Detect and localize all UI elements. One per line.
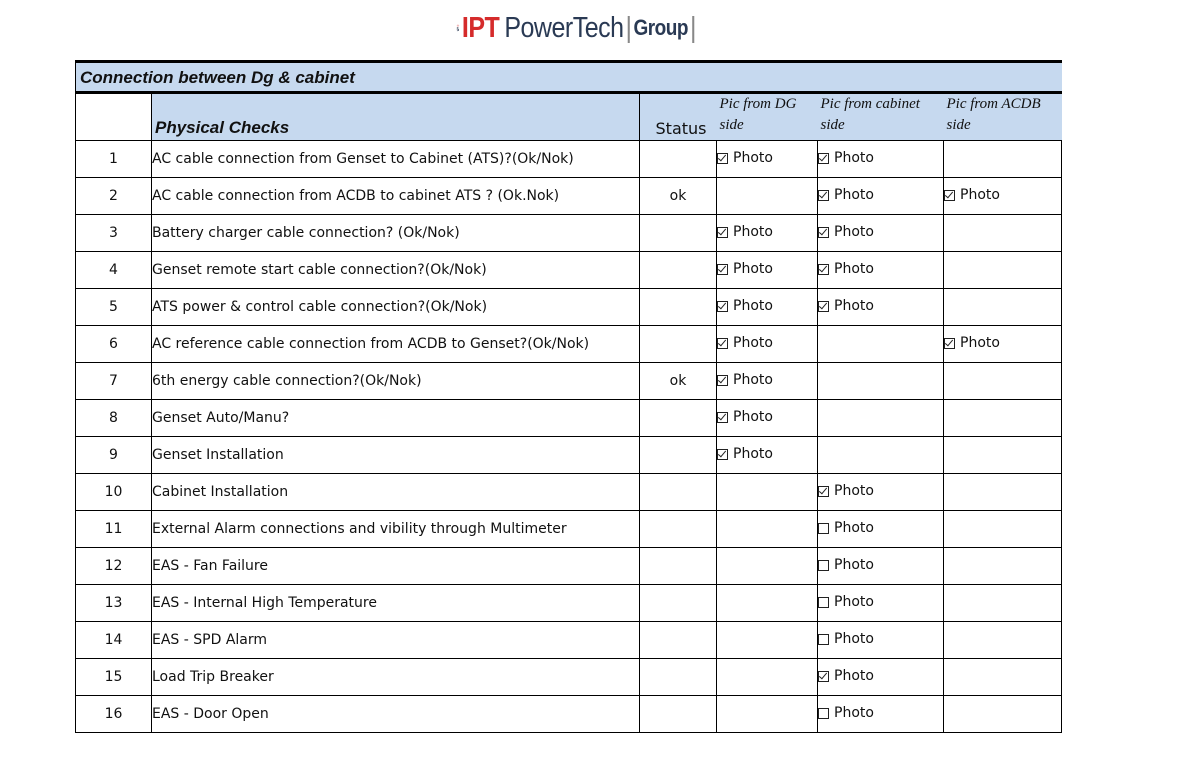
photo-checkbox[interactable] bbox=[717, 409, 773, 425]
row-photo-cab bbox=[818, 141, 944, 178]
table-row bbox=[76, 326, 1062, 363]
row-photo-acdb bbox=[944, 585, 1062, 622]
row-check-description: Cabinet Installation bbox=[152, 474, 640, 511]
photo-label: Photo bbox=[834, 298, 874, 315]
row-check-description: EAS - SPD Alarm bbox=[152, 622, 640, 659]
row-photo-dg bbox=[717, 696, 818, 733]
row-number: 9 bbox=[76, 437, 152, 474]
photo-label: Photo bbox=[834, 594, 874, 611]
row-status bbox=[640, 400, 717, 437]
checked-box-icon[interactable] bbox=[818, 190, 829, 201]
photo-checkbox[interactable] bbox=[944, 335, 1000, 351]
row-photo-dg bbox=[717, 400, 818, 437]
row-photo-dg bbox=[717, 252, 818, 289]
photo-checkbox[interactable] bbox=[717, 150, 773, 166]
row-number: 3 bbox=[76, 215, 152, 252]
signal-tower-icon bbox=[456, 1, 460, 55]
table-row bbox=[76, 511, 1062, 548]
photo-checkbox[interactable] bbox=[717, 446, 773, 462]
row-number: 8 bbox=[76, 400, 152, 437]
unchecked-box-icon[interactable] bbox=[818, 708, 829, 719]
header-number bbox=[76, 93, 152, 141]
row-number: 1 bbox=[76, 141, 152, 178]
photo-checkbox[interactable] bbox=[818, 224, 874, 240]
row-photo-acdb bbox=[944, 437, 1062, 474]
row-status bbox=[640, 326, 717, 363]
header-pic-acdb: Pic from ACDB side bbox=[944, 93, 1062, 141]
row-photo-acdb bbox=[944, 511, 1062, 548]
row-photo-cab bbox=[818, 511, 944, 548]
photo-checkbox[interactable] bbox=[717, 261, 773, 277]
row-photo-acdb bbox=[944, 363, 1062, 400]
row-photo-acdb bbox=[944, 215, 1062, 252]
photo-label: Photo bbox=[834, 631, 874, 648]
row-status bbox=[640, 437, 717, 474]
row-photo-dg bbox=[717, 141, 818, 178]
photo-label: Photo bbox=[733, 298, 773, 315]
row-photo-cab bbox=[818, 585, 944, 622]
row-photo-dg bbox=[717, 511, 818, 548]
row-photo-cab bbox=[818, 252, 944, 289]
row-number: 4 bbox=[76, 252, 152, 289]
checks-table bbox=[75, 60, 1062, 733]
row-photo-acdb bbox=[944, 252, 1062, 289]
row-status bbox=[640, 289, 717, 326]
row-photo-dg bbox=[717, 363, 818, 400]
header-pic-cabinet: Pic from cabinet side bbox=[818, 93, 944, 141]
row-photo-cab bbox=[818, 326, 944, 363]
checked-box-icon[interactable] bbox=[717, 301, 728, 312]
photo-checkbox[interactable] bbox=[717, 372, 773, 388]
checked-box-icon[interactable] bbox=[717, 153, 728, 164]
photo-checkbox[interactable] bbox=[944, 187, 1000, 203]
row-status bbox=[640, 141, 717, 178]
photo-checkbox[interactable] bbox=[818, 520, 874, 536]
row-check-description: Load Trip Breaker bbox=[152, 659, 640, 696]
row-check-description: ATS power & control cable connection?(Ok/Nok) bbox=[152, 289, 640, 326]
table-row bbox=[76, 622, 1062, 659]
row-photo-dg bbox=[717, 585, 818, 622]
table-row bbox=[76, 548, 1062, 585]
row-number: 5 bbox=[76, 289, 152, 326]
checked-box-icon[interactable] bbox=[818, 671, 829, 682]
checked-box-icon[interactable] bbox=[717, 227, 728, 238]
table-row bbox=[76, 363, 1062, 400]
row-photo-dg bbox=[717, 622, 818, 659]
row-photo-acdb bbox=[944, 548, 1062, 585]
table-body bbox=[76, 141, 1062, 733]
photo-label: Photo bbox=[834, 224, 874, 241]
row-photo-cab bbox=[818, 215, 944, 252]
photo-label: Photo bbox=[960, 335, 1000, 352]
section-title: Connection between Dg & cabinet bbox=[76, 62, 1062, 93]
row-status bbox=[640, 548, 717, 585]
row-photo-acdb bbox=[944, 289, 1062, 326]
row-number: 11 bbox=[76, 511, 152, 548]
row-check-description: AC cable connection from ACDB to cabinet ATS ? (Ok.Nok) bbox=[152, 178, 640, 215]
row-photo-dg bbox=[717, 474, 818, 511]
company-logo bbox=[456, 0, 696, 56]
row-photo-cab bbox=[818, 178, 944, 215]
row-number: 10 bbox=[76, 474, 152, 511]
checked-box-icon[interactable] bbox=[717, 412, 728, 423]
row-photo-dg bbox=[717, 659, 818, 696]
table-row bbox=[76, 289, 1062, 326]
unchecked-box-icon[interactable] bbox=[818, 597, 829, 608]
row-status bbox=[640, 215, 717, 252]
row-photo-acdb bbox=[944, 659, 1062, 696]
photo-checkbox[interactable] bbox=[818, 298, 874, 314]
logo-ipt: IPT bbox=[461, 11, 500, 44]
row-check-description: Genset Auto/Manu? bbox=[152, 400, 640, 437]
photo-checkbox[interactable] bbox=[818, 594, 874, 610]
photo-label: Photo bbox=[733, 446, 773, 463]
checked-box-icon[interactable] bbox=[944, 190, 955, 201]
header-status: Status bbox=[640, 93, 717, 141]
row-number: 6 bbox=[76, 326, 152, 363]
photo-label: Photo bbox=[733, 372, 773, 389]
checked-box-icon[interactable] bbox=[818, 153, 829, 164]
logo-wordmark: IPT PowerTech | Group | bbox=[461, 11, 696, 44]
photo-checkbox[interactable] bbox=[818, 150, 874, 166]
row-check-description: Battery charger cable connection? (Ok/Nok) bbox=[152, 215, 640, 252]
photo-label: Photo bbox=[960, 187, 1000, 204]
row-photo-cab bbox=[818, 363, 944, 400]
checked-box-icon[interactable] bbox=[818, 486, 829, 497]
row-check-description: EAS - Fan Failure bbox=[152, 548, 640, 585]
photo-label: Photo bbox=[834, 261, 874, 278]
checked-box-icon[interactable] bbox=[818, 264, 829, 275]
row-number: 15 bbox=[76, 659, 152, 696]
checked-box-icon[interactable] bbox=[717, 264, 728, 275]
checked-box-icon[interactable] bbox=[944, 338, 955, 349]
checked-box-icon[interactable] bbox=[717, 338, 728, 349]
row-photo-cab bbox=[818, 474, 944, 511]
row-check-description: EAS - Door Open bbox=[152, 696, 640, 733]
photo-label: Photo bbox=[733, 150, 773, 167]
photo-checkbox[interactable] bbox=[818, 668, 874, 684]
row-status bbox=[640, 511, 717, 548]
row-photo-cab bbox=[818, 400, 944, 437]
table-row bbox=[76, 585, 1062, 622]
row-check-description: EAS - Internal High Temperature bbox=[152, 585, 640, 622]
table-row bbox=[76, 696, 1062, 733]
photo-label: Photo bbox=[834, 187, 874, 204]
header-pic-dg: Pic from DG side bbox=[717, 93, 818, 141]
photo-checkbox[interactable] bbox=[818, 187, 874, 203]
row-status: ok bbox=[640, 178, 717, 215]
row-check-description: AC cable connection from Genset to Cabinet (ATS)?(Ok/Nok) bbox=[152, 141, 640, 178]
unchecked-box-icon[interactable] bbox=[818, 560, 829, 571]
table-row bbox=[76, 400, 1062, 437]
row-photo-dg bbox=[717, 215, 818, 252]
photo-checkbox[interactable] bbox=[818, 483, 874, 499]
unchecked-box-icon[interactable] bbox=[818, 523, 829, 534]
row-number: 16 bbox=[76, 696, 152, 733]
row-status bbox=[640, 659, 717, 696]
photo-label: Photo bbox=[733, 224, 773, 241]
row-number: 14 bbox=[76, 622, 152, 659]
row-check-description: AC reference cable connection from ACDB to Genset?(Ok/Nok) bbox=[152, 326, 640, 363]
row-photo-dg bbox=[717, 326, 818, 363]
row-number: 7 bbox=[76, 363, 152, 400]
row-status bbox=[640, 474, 717, 511]
row-number: 2 bbox=[76, 178, 152, 215]
checked-box-icon[interactable] bbox=[818, 301, 829, 312]
table-row bbox=[76, 437, 1062, 474]
row-check-description: Genset remote start cable connection?(Ok/Nok) bbox=[152, 252, 640, 289]
row-photo-cab bbox=[818, 548, 944, 585]
row-photo-acdb bbox=[944, 141, 1062, 178]
table-row bbox=[76, 178, 1062, 215]
table-row bbox=[76, 215, 1062, 252]
row-photo-cab bbox=[818, 696, 944, 733]
row-photo-acdb bbox=[944, 622, 1062, 659]
checked-box-icon[interactable] bbox=[717, 449, 728, 460]
photo-checkbox[interactable] bbox=[818, 631, 874, 647]
row-photo-acdb bbox=[944, 326, 1062, 363]
row-photo-cab bbox=[818, 659, 944, 696]
photo-checkbox[interactable] bbox=[717, 335, 773, 351]
row-status bbox=[640, 696, 717, 733]
row-photo-acdb bbox=[944, 178, 1062, 215]
row-status: ok bbox=[640, 363, 717, 400]
photo-label: Photo bbox=[733, 261, 773, 278]
row-number: 13 bbox=[76, 585, 152, 622]
row-photo-acdb bbox=[944, 474, 1062, 511]
table-row bbox=[76, 252, 1062, 289]
row-check-description: External Alarm connections and vibility through Multimeter bbox=[152, 511, 640, 548]
photo-checkbox[interactable] bbox=[818, 261, 874, 277]
photo-label: Photo bbox=[733, 409, 773, 426]
row-status bbox=[640, 622, 717, 659]
row-photo-acdb bbox=[944, 400, 1062, 437]
row-photo-cab bbox=[818, 289, 944, 326]
photo-checkbox[interactable] bbox=[818, 557, 874, 573]
photo-label: Photo bbox=[834, 150, 874, 167]
photo-label: Photo bbox=[834, 557, 874, 574]
table-row bbox=[76, 474, 1062, 511]
row-photo-dg bbox=[717, 437, 818, 474]
row-photo-cab bbox=[818, 437, 944, 474]
logo-group: Group bbox=[633, 15, 688, 41]
row-check-description: Genset Installation bbox=[152, 437, 640, 474]
row-photo-acdb bbox=[944, 696, 1062, 733]
photo-label: Photo bbox=[733, 335, 773, 352]
photo-checkbox[interactable] bbox=[818, 705, 874, 721]
logo-powertech: PowerTech bbox=[504, 11, 624, 44]
photo-checkbox[interactable] bbox=[717, 298, 773, 314]
table-row bbox=[76, 659, 1062, 696]
photo-label: Photo bbox=[834, 483, 874, 500]
photo-label: Photo bbox=[834, 668, 874, 685]
checked-box-icon[interactable] bbox=[818, 227, 829, 238]
row-number: 12 bbox=[76, 548, 152, 585]
row-photo-dg bbox=[717, 178, 818, 215]
checked-box-icon[interactable] bbox=[717, 375, 728, 386]
photo-label: Photo bbox=[834, 705, 874, 722]
photo-checkbox[interactable] bbox=[717, 224, 773, 240]
row-photo-dg bbox=[717, 289, 818, 326]
row-photo-cab bbox=[818, 622, 944, 659]
row-status bbox=[640, 252, 717, 289]
photo-label: Photo bbox=[834, 520, 874, 537]
row-photo-dg bbox=[717, 548, 818, 585]
row-status bbox=[640, 585, 717, 622]
table-row bbox=[76, 141, 1062, 178]
header-physical-checks: Physical Checks bbox=[152, 93, 640, 141]
unchecked-box-icon[interactable] bbox=[818, 634, 829, 645]
row-check-description: 6th energy cable connection?(Ok/Nok) bbox=[152, 363, 640, 400]
